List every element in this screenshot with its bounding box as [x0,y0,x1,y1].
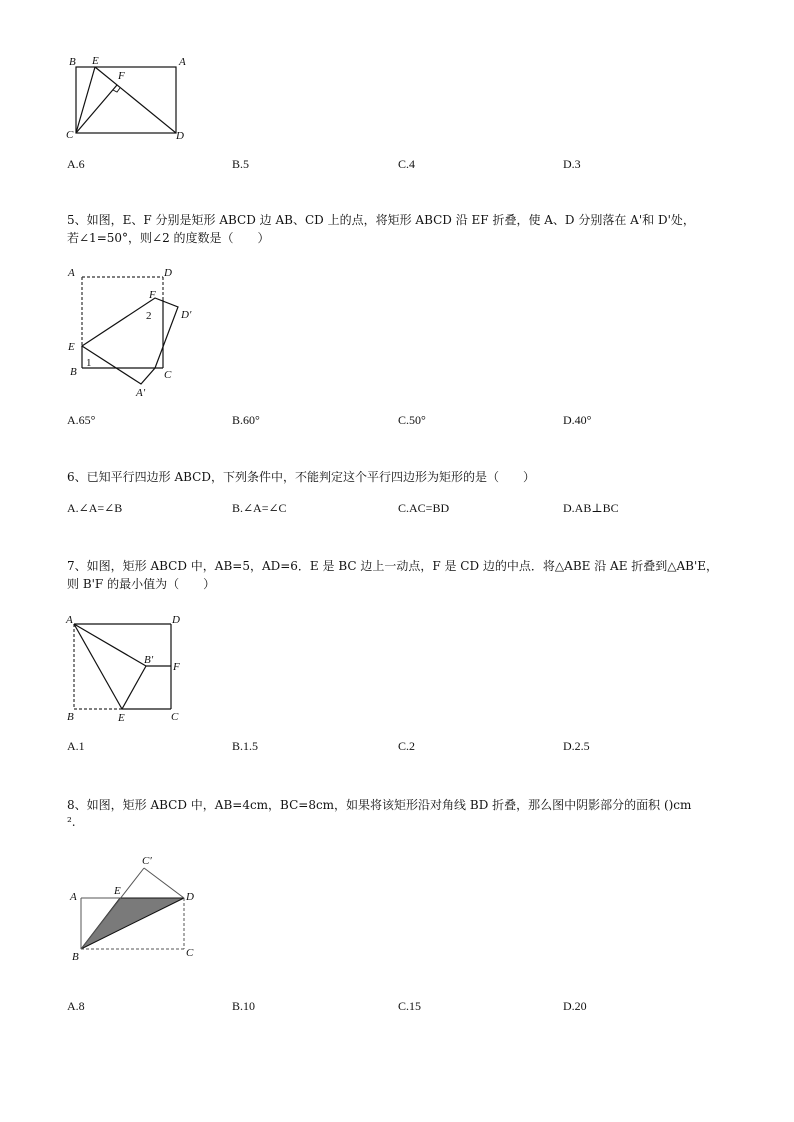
q7-option-c[interactable]: C.2 [398,739,416,753]
q5-label-f: F [149,289,156,301]
q8-label-b: B [72,951,79,963]
q7-line-ae [74,624,122,709]
q6-stem-line1: 6、已知平行四边形 ABCD，下列条件中，不能判定这个平行四边形为矩形的是（ ） [67,470,535,484]
q8-label-c: C [186,947,194,959]
q7-label-a: A [66,614,73,626]
q8-label-a: A [70,891,77,903]
q7-label-f: F [173,661,180,673]
q8-stem-line2: ². [67,815,76,829]
q7-label-b-prime: B′ [144,654,154,666]
q8-option-c[interactable]: C.15 [398,999,422,1013]
q8-option-b[interactable]: B.10 [232,999,256,1013]
q6-option-c[interactable]: C.AC=BD [398,501,450,515]
q5-label-c: C [164,369,172,381]
q5-label-angle-2: 2 [146,310,152,322]
q8-label-c-prime: C′ [142,855,152,867]
q8-option-d[interactable]: D.20 [563,999,587,1013]
q7-label-e: E [118,712,125,724]
q7-label-d: D [172,614,180,626]
q4-line-cf [76,85,117,133]
q4-label-c: C [66,129,74,141]
q7-line-ab-prime [74,624,146,666]
q7-figure [60,608,190,728]
q7-label-c: C [171,711,179,723]
q4-line-ce [76,67,95,133]
q8-label-e: E [114,885,121,897]
q4-figure [60,52,200,147]
q4-label-e: E [92,55,99,67]
q8-stem-line1: 8、如图，矩形 ABCD 中，AB=4cm，BC=8cm，如果将该矩形沿对角线 BD 折叠，那么图中阴影部分的面积 ()cm [67,798,692,812]
q5-stem-line1: 5、如图，E、F 分别是矩形 ABCD 边 AB、CD 上的点，将矩形 ABCD 沿 EF 折叠，使 A、D 分别落在 A'和 D'处， [67,213,695,227]
q4-line-ed [95,67,176,133]
q5-label-b: B [70,366,77,378]
q4-label-b: B [69,56,76,68]
q7-option-d[interactable]: D.2.5 [563,739,590,753]
q7-stem-line1: 7、如图，矩形 ABCD 中，AB=5，AD=6．E 是 BC 边上一动点，F 是 CD 边的中点．将△ABE 沿 AE 折叠到△AB'E， [67,559,719,573]
q6-option-d[interactable]: D.AB⊥BC [563,501,619,515]
q8-label-d: D [186,891,194,903]
q4-option-c[interactable]: C.4 [398,157,416,171]
q6-option-b[interactable]: B.∠A=∠C [232,501,287,515]
q5-label-a-prime: A′ [136,387,146,399]
q5-option-b[interactable]: B.60° [232,413,260,427]
q5-stem-line2: 若∠1=50°，则∠2 的度数是（ ） [67,231,270,245]
q8-line-c-prime-d [144,868,184,898]
q5-figure [60,262,210,402]
q8-figure [60,848,210,968]
q7-option-a[interactable]: A.1 [67,739,85,753]
q5-option-c[interactable]: C.50° [398,413,426,427]
q7-line-b-prime-e [122,666,146,709]
q5-label-a: A [68,267,75,279]
q4-label-f: F [118,70,125,82]
q7-stem-line2: 则 B'F 的最小值为（ ） [67,577,216,591]
q5-label-angle-1: 1 [86,357,92,369]
q5-option-d[interactable]: D.40° [563,413,592,427]
q6-option-a[interactable]: A.∠A=∠B [67,501,123,515]
q4-option-d[interactable]: D.3 [563,157,581,171]
q5-option-a[interactable]: A.65° [67,413,96,427]
q7-label-b: B [67,711,74,723]
q4-rect [76,67,176,133]
q7-option-b[interactable]: B.1.5 [232,739,259,753]
q8-shaded-triangle [81,898,184,949]
q5-label-d-prime: D′ [181,309,192,321]
q5-label-d: D [164,267,172,279]
q4-option-a[interactable]: A.6 [67,157,85,171]
q4-option-b[interactable]: B.5 [232,157,250,171]
q4-label-a: A [179,56,186,68]
q5-label-e: E [68,341,75,353]
q4-label-d: D [176,130,184,142]
q8-option-a[interactable]: A.8 [67,999,85,1013]
